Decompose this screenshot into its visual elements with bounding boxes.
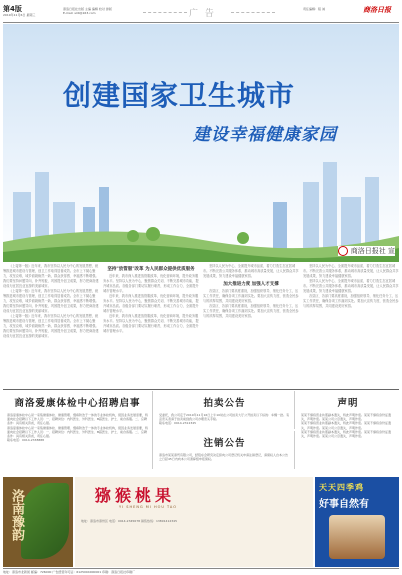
- recruitment-contact: 联系电话：0914-2338888: [7, 438, 45, 443]
- classified-ads: [3, 391, 399, 469]
- auction-contact: 联系电话：0914-2312345: [159, 421, 197, 426]
- leaf-graphic: [21, 483, 69, 559]
- ad-left-title: 洛南豫韵: [9, 489, 24, 541]
- ad-kiwi-details: 地址：商洛市商州区 电话：0914-2345678 销售热线：13891412345: [81, 519, 177, 523]
- ad-kiwi-brand: 猕猴桃果: [95, 486, 176, 505]
- article-body: [3, 264, 399, 388]
- newspaper-logo: 商洛日报: [363, 6, 391, 14]
- section-title: 广 告: [189, 9, 216, 19]
- header-rule: [3, 22, 399, 23]
- deregistration-notice: 注销公告 商洛市某某商贸有限公司，经股东会研究决定拟向公司登记机关申请注销登记，请债权人自本公告之日起45日内向本公司清算组申报债权。: [155, 431, 295, 469]
- ad-kiwi: [75, 477, 313, 567]
- display-ads: [3, 477, 399, 567]
- header-divider-right: [231, 12, 275, 13]
- issue-date: 2019年11月6日 星期三: [3, 13, 36, 17]
- campaign-banner: [3, 24, 399, 262]
- ad-right-slogan: 好事自然有: [319, 499, 369, 510]
- statement-notice: 声明 某某不慎将营业执照副本遗失，特此声明作废。某某不慎将身份证遗失，声明作废。某某公司公章遗失，声明作废。 某某不慎将营业执照副本遗失，特此声明作废。某某不慎将身份证遗失，声明作废。某某公司公章遗失，声明作废。 某某不慎将营业执照副本遗失，特此声明作废。某某不慎将身份证遗失，声明作废。某某公司公章遗失，声明作废。: [297, 391, 399, 469]
- page-header: [3, 3, 399, 23]
- ad-kiwi-pinyin: YI SHENG MI HOU TAO: [119, 505, 177, 509]
- recruitment-title: 商洛爱康体检中心招聘启事: [14, 398, 141, 409]
- auction-notice: 拍卖公告 受委托，我公司定于2019年11月16日上午10时在公司拍卖大厅公开拍卖以下标的：车辆一批。有意竞买者请于拍卖前到我公司办理竞买手续。 联系电话：0914-2312345: [155, 391, 295, 429]
- seal-icon: [338, 246, 348, 256]
- article-column-1: 《上接第一版》近年来，我市坚持以人民为中心的发展思想，统筹推进城市建设与管理，创卫工作取得显著成效。全市上下凝心聚力，攻坚克难，城乡面貌焕然一新，群众获得感、幸福感不断增强。我们要坚持问题导向，补齐短板，巩固提升创卫成果，努力把商洛建设成为宜居宜业宜游的美丽城市。 《上接第一版》近年来，我市坚持以人民为中心的发展思想，统筹推进城市建设与管理，创卫工作取得显著成效。全市上下凝心聚力，攻坚克难，城乡面貌焕然一新，群众获得感、幸福感不断增强。我们要坚持问题导向，补齐短板，巩固提升创卫成果，努力把商洛建设成为宜居宜业宜游的美丽城市。 《上接第一版》近年来，我市坚持以人民为中心的发展思想，统筹推进城市建设与管理，创卫工作取得显著成效。全市上下凝心聚力，攻坚克难，城乡面貌焕然一新，群众获得感、幸福感不断增强。我们要坚持问题导向，补齐短板，巩固提升创卫成果，努力把商洛建设成为宜居宜业宜游的美丽城市。: [3, 264, 99, 338]
- column-heading: 坚持"放管服"改革 为人民群众提供优质服务: [107, 267, 195, 272]
- ad-right-title: 天天四季鸡: [319, 483, 364, 492]
- banner-subtitle: 建设幸福健康家园: [193, 125, 337, 145]
- auction-title: 拍卖公告: [203, 398, 246, 409]
- sponsor-credit: 商洛日报社 宣: [338, 246, 395, 256]
- column-heading: 加大推进力度 加强人才支撑: [223, 282, 279, 287]
- article-column-4: 坚持以人民为中心，全面提升城市品质，着力打造生态宜居城市。不断完善公共服务体系，推动城市高质量发展，让人民群众共享发展成果，努力建设幸福健康家园。 坚持以人民为中心，全面提升城市品质，着力打造生态宜居城市。不断完善公共服务体系，推动城市高质量发展，让人民群众共享发展成果，努力建设幸福健康家园。 各县区、各部门要高度重视，加强组织领导，细化任务分工，压实工作责任，确保各项工作落到实处。要加大宣传力度，营造全民参与的浓厚氛围，共同建设美好家园。: [303, 264, 399, 308]
- publisher-info: 商洛日报社出版 主编 编辑 校对 排版 E-mail: sldl@163.com: [63, 7, 112, 15]
- section-divider: [3, 389, 399, 390]
- article-column-2: 坚持"放管服"改革 为人民群众提供优质服务 近年来，我市深入推进放管服改革，优化营商环境，提升政务服务水平。坚持以人民为中心，聚焦群众关切，不断完善城市功能，提升城市品质。各级各部门要切实履行职责，形成工作合力，全面提升城市管理水平。 近年来，我市深入推进放管服改革，优化营商环境，提升政务服务水平。坚持以人民为中心，聚焦群众关切，不断完善城市功能，提升城市品质。各级各部门要切实履行职责，形成工作合力，全面提升城市管理水平。 近年来，我市深入推进放管服改革，优化营商环境，提升政务服务水平。坚持以人民为中心，聚焦群众关切，不断完善城市功能，提升城市品质。各级各部门要切实履行职责，形成工作合力，全面提升城市管理水平。: [103, 267, 199, 333]
- banner-title: 创建国家卫生城市: [63, 79, 296, 112]
- article-column-3: 坚持以人民为中心，全面提升城市品质，着力打造生态宜居城市。不断完善公共服务体系，推动城市高质量发展，让人民群众共享发展成果，努力建设幸福健康家园。 加大推进力度 加强人才支撑 各县区、各部门要高度重视，加强组织领导，细化任务分工，压实工作责任，确保各项工作落到实处。要加大宣传力度，营造全民参与的浓厚氛围，共同建设美好家园。 各县区、各部门要高度重视，加强组织领导，细化任务分工，压实工作责任，确保各项工作落到实处。要加大宣传力度，营造全民参与的浓厚氛围，共同建设美好家园。: [203, 264, 299, 318]
- editor-credit: 责任编辑：程 诚: [303, 7, 325, 11]
- deregistration-title: 注销公告: [203, 438, 246, 449]
- page-number: 第4版: [3, 5, 22, 13]
- recruitment-notice: 商洛爱康体检中心招聘启事 商洛爱康体检中心是一家集健康体检、健康管理、慢病防治于一体的专业体检机构，现因业务发展需要，特面向社会招聘以下工作人员：一、招聘岗位：内科医生、外科医生、B超医生、护士、前台客服。二、应聘条件：具有相关资质，责任心强。 商洛爱康体检中心是一家集健康体检、健康管理、慢病防治于一体的专业体检机构，现因业务发展需要，特面向社会招聘以下工作人员：一、招聘岗位：内科医生、外科医生、B超医生、护士、前台客服。二、应聘条件：具有相关资质，责任心强。 联系电话：0914-2338888: [3, 391, 153, 469]
- statement-title: 声明: [337, 398, 359, 409]
- ad-left: [3, 477, 73, 567]
- header-divider-left: [143, 12, 187, 13]
- ad-right: [315, 477, 399, 567]
- ad-right-photo: [329, 515, 385, 559]
- page-footer: 地址：商洛市北新街 邮编：726000 广告经营许可证：6125004000001 印刷：商洛日报社印刷厂: [3, 568, 399, 574]
